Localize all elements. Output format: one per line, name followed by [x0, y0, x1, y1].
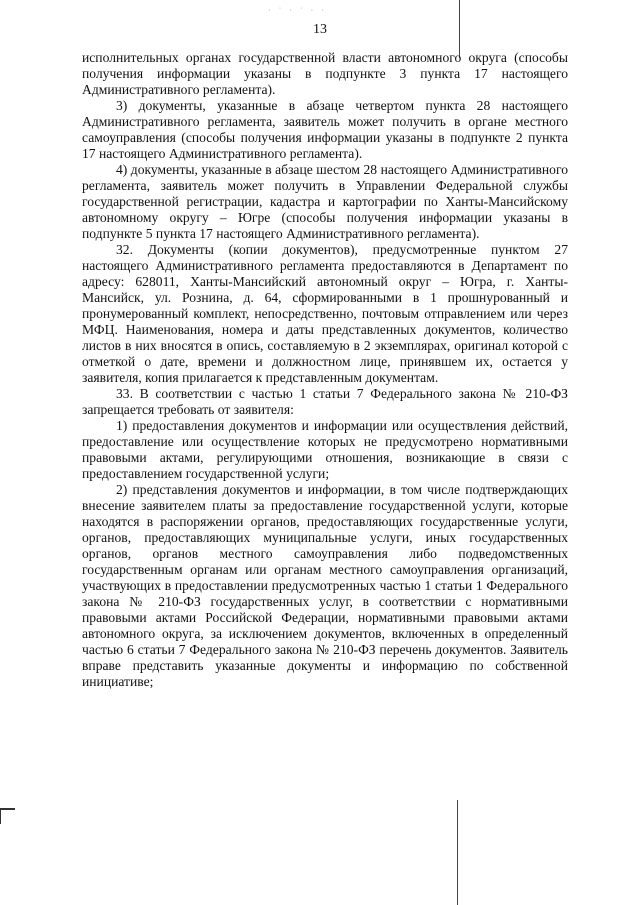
scan-line-bottom — [457, 800, 458, 905]
document-body — [82, 50, 568, 690]
paragraph: 33. В соответствии с частью 1 статьи 7 Федерального закона № 210-ФЗ запрещается требовать от заявителя: — [82, 386, 568, 417]
page-number: 13 — [313, 22, 327, 37]
scan-noise: · ˙ · ˙ · · — [268, 6, 327, 15]
paragraph: 32. Документы (копии документов), предусмотренные пунктом 27 настоящего Административного регламента предоставляются в Департамент по адресу: 628011, Ханты-Мансийский автономный округ – Югра, г. Ханты-Мансийск, ул. Рознина, д. 64, сформированными в 1 прошнурованный и пронумерованный комплект, непосредственно, почтовым отправлением или через МФЦ. Наименования, номера и даты представленных документов, количество листов в них вносятся в опись, составляемую в 2 экземплярах, оригинал которой с отметкой о дате, времени и должностном лице, принявшем их, остается у заявителя, копия прилагается к представленным документам. — [82, 242, 568, 385]
paragraph: 1) предоставления документов и информации или осуществления действий, предоставление или осуществление которых не предусмотрено нормативными правовыми актами, регулирующими отношения, возникающие в связи с предоставлением государственной услуги; — [82, 418, 568, 481]
paragraph: 2) представления документов и информации, в том числе подтверждающих внесение заявителем платы за предоставление государственной услуги, которые находятся в распоряжении органов, предоставляющих государственные услуги, органов, предоставляющих муниципальные услуги, иных государственных органов, органов местного самоуправления либо подведомственных государственным органам или органам местного самоуправления организаций, участвующих в предоставлении предусмотренных частью 1 статьи 1 Федерального закона № 210-ФЗ государственных услуг, в соответствии с нормативными правовыми актами Российской Федерации, нормативными правовыми актами автономного округа, за исключением документов, включенных в определенный частью 6 статьи 7 Федерального закона № 210-ФЗ перечень документов. Заявитель вправе представить указанные документы и информацию по собственной инициативе; — [82, 482, 568, 689]
paragraph: 4) документы, указанные в абзаце шестом 28 настоящего Административного регламента, заявитель может получить в Управлении Федеральной службы государственной регистрации, кадастра и картографии по Ханты-Мансийскому автономному округу – Югре (способы получения информации указаны в подпункте 5 пункта 17 настоящего Административного регламента). — [82, 162, 568, 241]
scan-edge-mark — [0, 808, 15, 824]
paragraph: исполнительных органах государственной власти автономного округа (способы получения информации указаны в подпункте 3 пункта 17 настоящего Административного регламента). — [82, 50, 568, 97]
paragraph: 3) документы, указанные в абзаце четвертом пункта 28 настоящего Административного регламента, заявитель может получить в органе местного самоуправления (способы получения информации указаны в подпункте 2 пункта 17 настоящего Административного регламента). — [82, 98, 568, 161]
